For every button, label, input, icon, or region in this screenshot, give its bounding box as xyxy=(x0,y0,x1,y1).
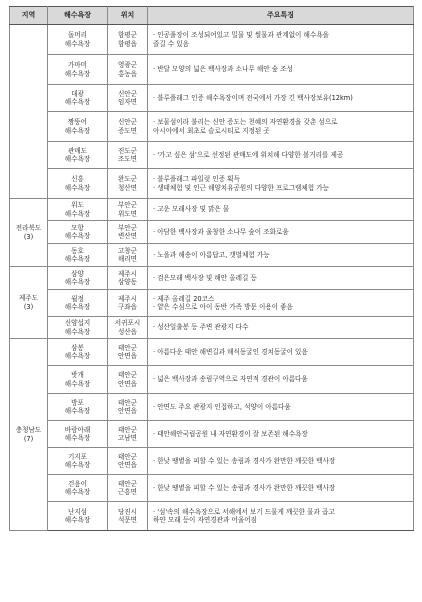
table-row xyxy=(10,169,414,199)
beach-name: 관매도 xyxy=(67,146,88,155)
table-row xyxy=(10,317,414,339)
beach-name: 해수욕장 xyxy=(64,232,91,240)
location-text: 안면읍 xyxy=(117,352,138,360)
beach-name: 밧개 xyxy=(71,371,84,380)
feature-line: · 한낮 땡볕을 피할 수 있는 송림과 경사가 완만한 깨끗한 백사장 xyxy=(153,456,336,465)
feature-line: · '섬'속의 해수욕장으로 서해에서 보기 드물게 깨끗한 물과 곱고 xyxy=(153,507,335,516)
location-text: 고창군 xyxy=(117,246,138,255)
feature-line: · 검은모래 백사장 및 해안 올레길 등 xyxy=(153,273,257,282)
beach-name-cell xyxy=(48,394,108,421)
features-cell xyxy=(148,267,414,290)
features-cell xyxy=(148,366,414,394)
location-text: 위도면 xyxy=(117,209,138,218)
location-text: 안면읍 xyxy=(117,379,138,388)
beach-name: 걷음이 xyxy=(67,479,88,488)
beach-name: 돌머리 xyxy=(67,31,88,40)
beach-name-cell xyxy=(48,244,108,267)
feature-line: · 태안해안국립공원 내 자연환경이 잘 보존된 해수욕장 xyxy=(153,429,308,438)
feature-line: · 블루플래그 인증 해수욕장이며 전국에서 가장 긴 백사장보유(12km) xyxy=(153,93,353,102)
features-cell xyxy=(148,394,414,421)
location-text: 고남면 xyxy=(117,434,138,442)
feature-line: · 보물섬이라 불리는 신안 증도는 천혜의 자연환경을 갖춘 섬으로 xyxy=(153,118,338,127)
beach-name: 난지섬 xyxy=(67,507,88,516)
beach-name: 기지포 xyxy=(67,452,88,461)
table-row xyxy=(10,475,414,502)
table-row xyxy=(10,448,414,475)
feature-line: 하얀 모래 등이 자연경관과 어울어짐 xyxy=(153,516,257,524)
beach-table-page xyxy=(9,6,414,531)
beach-name: 해수욕장 xyxy=(64,352,91,360)
location-text: 서귀포시 xyxy=(114,319,141,328)
beach-name: 바람아래 xyxy=(64,425,91,434)
table-row xyxy=(10,244,414,267)
feature-line: · 노을과 해송이 아름답고, 갯벌체험 가능 xyxy=(153,250,270,259)
feature-line: · 인공풀장이 조성되어있고 밀물 및 썰물과 관계없이 해수욕을 xyxy=(153,31,330,40)
beach-name: 해수욕장 xyxy=(64,255,91,263)
table-row xyxy=(10,290,414,317)
features-cell xyxy=(148,142,414,169)
beach-table xyxy=(9,6,414,531)
region-cell xyxy=(10,199,48,267)
feature-line: 즐길 수 있음 xyxy=(153,39,190,48)
table-row xyxy=(10,55,414,85)
table-row xyxy=(10,112,414,142)
region-label: (7) xyxy=(23,434,34,443)
location-text: 조도면 xyxy=(117,155,138,163)
features-cell xyxy=(148,421,414,448)
location-cell xyxy=(108,502,148,531)
features-cell xyxy=(148,199,414,221)
beach-name: 대광 xyxy=(71,89,84,98)
location-text: 신안군 xyxy=(117,118,138,127)
region-label: (3) xyxy=(23,302,34,311)
beach-name: 동호 xyxy=(71,246,84,255)
feature-line: · 아름다운 태안 해변길과 해식동굴인 경치동굴이 있음 xyxy=(153,347,308,356)
features-cell xyxy=(148,502,414,531)
location-text: 영광군 xyxy=(117,61,138,70)
location-text: 당진시 xyxy=(117,507,138,516)
region-label: 전라북도 xyxy=(15,224,42,233)
location-text: 태안군 xyxy=(117,452,138,461)
location-text: 태안군 xyxy=(117,425,138,434)
table-body xyxy=(10,25,414,531)
beach-name-cell xyxy=(48,475,108,502)
location-text: 신안군 xyxy=(117,89,138,98)
beach-name: 방포 xyxy=(71,398,84,407)
beach-name-cell xyxy=(48,290,108,317)
beach-name-cell xyxy=(48,502,108,531)
table-row xyxy=(10,394,414,421)
location-cell xyxy=(108,394,148,421)
location-text: 근흥면 xyxy=(117,488,138,496)
header-region: 지역 xyxy=(10,7,48,25)
region-label: 충청남도 xyxy=(15,426,42,435)
beach-name-cell xyxy=(48,25,108,55)
location-text: 완도군 xyxy=(117,175,138,184)
beach-name: 해수욕장 xyxy=(64,516,91,524)
beach-name: 해수욕장 xyxy=(64,183,91,192)
location-text: 증도면 xyxy=(117,126,138,135)
beach-name: 삼양 xyxy=(71,269,84,278)
feature-line: · 안면도 주요 관광지 인접하고, 석양이 아름다움 xyxy=(153,402,291,411)
beach-name: 해수욕장 xyxy=(64,327,91,336)
beach-name: 해수욕장 xyxy=(64,488,91,496)
table-row xyxy=(10,267,414,290)
beach-name-cell xyxy=(48,85,108,112)
table-row xyxy=(10,421,414,448)
beach-name-cell xyxy=(48,221,108,244)
location-text: 제주시 xyxy=(117,269,138,278)
beach-name: 해수욕장 xyxy=(64,69,91,78)
features-cell xyxy=(148,290,414,317)
beach-name-cell xyxy=(48,366,108,394)
features-cell xyxy=(148,317,414,339)
location-text: 진도군 xyxy=(117,146,138,155)
location-cell xyxy=(108,317,148,339)
region-label: 제주도 xyxy=(18,294,39,303)
region-cell xyxy=(10,267,48,339)
features-cell xyxy=(148,244,414,267)
beach-name-cell xyxy=(48,317,108,339)
location-text: 부안군 xyxy=(117,223,138,232)
feature-line: · 고운 모래사장 및 맑은 물 xyxy=(153,205,230,214)
location-text: 홍농읍 xyxy=(117,69,138,78)
location-cell xyxy=(108,366,148,394)
location-cell xyxy=(108,421,148,448)
table-row xyxy=(10,85,414,112)
beach-name: 해수욕장 xyxy=(64,209,91,218)
beach-name: 해수욕장 xyxy=(64,407,91,415)
features-cell xyxy=(148,221,414,244)
table-row xyxy=(10,366,414,394)
feature-line: · 블루플래그 파일럿 인증 획득 xyxy=(153,175,240,184)
feature-line: · '가고 싶은 섬'으로 선정된 관매도에 위치해 다양한 볼거리를 제공 xyxy=(153,150,344,159)
location-cell xyxy=(108,55,148,85)
feature-line: · 한낮 땡볕을 피할 수 있는 송림과 경사가 완만한 깨끗한 백사장 xyxy=(153,483,336,492)
beach-name: 가마미 xyxy=(67,61,88,70)
features-cell xyxy=(148,448,414,475)
location-cell xyxy=(108,85,148,112)
location-cell xyxy=(108,199,148,221)
table-row xyxy=(10,339,414,366)
location-cell xyxy=(108,112,148,142)
location-text: 태안군 xyxy=(117,343,138,352)
features-cell xyxy=(148,85,414,112)
features-cell xyxy=(148,55,414,85)
location-text: 임자면 xyxy=(117,98,138,106)
table-row xyxy=(10,199,414,221)
beach-name: 해수욕장 xyxy=(64,98,91,106)
beach-name: 삼봉 xyxy=(71,343,84,352)
feature-line: · 생태체험 및 인근 해양치유공원의 다양한 프로그램체험 가능 xyxy=(153,183,330,192)
location-cell xyxy=(108,475,148,502)
beach-name: 해수욕장 xyxy=(64,155,91,163)
location-cell xyxy=(108,290,148,317)
location-text: 안면읍 xyxy=(117,461,138,469)
beach-name-cell xyxy=(48,169,108,199)
table-row xyxy=(10,221,414,244)
location-text: 부안군 xyxy=(117,201,138,210)
region-label: (3) xyxy=(23,232,34,241)
beach-name: 해수욕장 xyxy=(64,434,91,442)
beach-name: 모항 xyxy=(71,223,84,232)
location-text: 제주시 xyxy=(117,294,138,303)
features-cell xyxy=(148,339,414,366)
table-row xyxy=(10,25,414,55)
beach-name: 위도 xyxy=(71,201,84,210)
beach-name: 해수욕장 xyxy=(64,278,91,286)
feature-line: · 반달 모양의 넓은 백사장과 소나무 해안 숲 조성 xyxy=(153,65,293,74)
location-cell xyxy=(108,448,148,475)
header-location: 위치 xyxy=(108,7,148,25)
features-cell xyxy=(148,475,414,502)
beach-name-cell xyxy=(48,55,108,85)
feature-line: · 얕은 수심으로 아이 동반 가족 방문 이용이 좋음 xyxy=(153,303,293,311)
beach-name: 해수욕장 xyxy=(64,303,91,311)
beach-name: 신양섭지 xyxy=(64,319,91,328)
location-text: 함평읍 xyxy=(117,39,138,48)
location-text: 변산면 xyxy=(117,232,138,240)
location-cell xyxy=(108,339,148,366)
location-cell xyxy=(108,25,148,55)
feature-line: 아시아에서 최초로 슬로시티로 지정된 곳 xyxy=(153,126,270,135)
beach-name: 해수욕장 xyxy=(64,461,91,469)
location-cell xyxy=(108,221,148,244)
beach-name-cell xyxy=(48,142,108,169)
beach-name: 신흥 xyxy=(71,175,84,184)
location-text: 해리면 xyxy=(117,255,138,263)
beach-name-cell xyxy=(48,448,108,475)
table-header xyxy=(10,7,414,25)
beach-name-cell xyxy=(48,199,108,221)
beach-name: 짱뚱어 xyxy=(67,118,88,127)
location-text: 삼양동 xyxy=(117,278,138,286)
feature-line: · 아담한 백사장과 울창한 소나무 숲이 조화로움 xyxy=(153,227,289,236)
location-text: 석문면 xyxy=(117,516,138,524)
feature-line: · 제주 올레길 20코스 xyxy=(153,294,215,303)
region-cell xyxy=(10,339,48,531)
feature-line: · 넓은 백사장과 송림구역으로 자연적 경관이 아름다움 xyxy=(153,375,308,384)
beach-name: 해수욕장 xyxy=(64,379,91,388)
beach-name: 해수욕장 xyxy=(64,126,91,135)
location-cell xyxy=(108,169,148,199)
location-cell xyxy=(108,244,148,267)
location-text: 함평군 xyxy=(117,31,138,40)
location-text: 안면읍 xyxy=(117,407,138,415)
location-text: 태안군 xyxy=(117,371,138,380)
location-cell xyxy=(108,267,148,290)
location-cell xyxy=(108,142,148,169)
header-beach: 해수욕장 xyxy=(48,7,108,25)
header-features: 주요특징 xyxy=(148,7,414,25)
location-text: 성산읍 xyxy=(117,327,138,336)
beach-name-cell xyxy=(48,267,108,290)
beach-name-cell xyxy=(48,421,108,448)
location-text: 태안군 xyxy=(117,398,138,407)
location-text: 태안군 xyxy=(117,479,138,488)
features-cell xyxy=(148,25,414,55)
feature-line: · 성산일출봉 등 주변 관광지 다수 xyxy=(153,323,249,332)
beach-name-cell xyxy=(48,339,108,366)
beach-name-cell xyxy=(48,112,108,142)
features-cell xyxy=(148,169,414,199)
beach-name: 월정 xyxy=(71,294,84,303)
location-text: 청산면 xyxy=(117,183,138,192)
table-row xyxy=(10,142,414,169)
beach-name: 해수욕장 xyxy=(64,39,91,48)
location-text: 구좌읍 xyxy=(117,303,138,311)
region-cell xyxy=(10,25,48,199)
table-row xyxy=(10,502,414,531)
features-cell xyxy=(148,112,414,142)
